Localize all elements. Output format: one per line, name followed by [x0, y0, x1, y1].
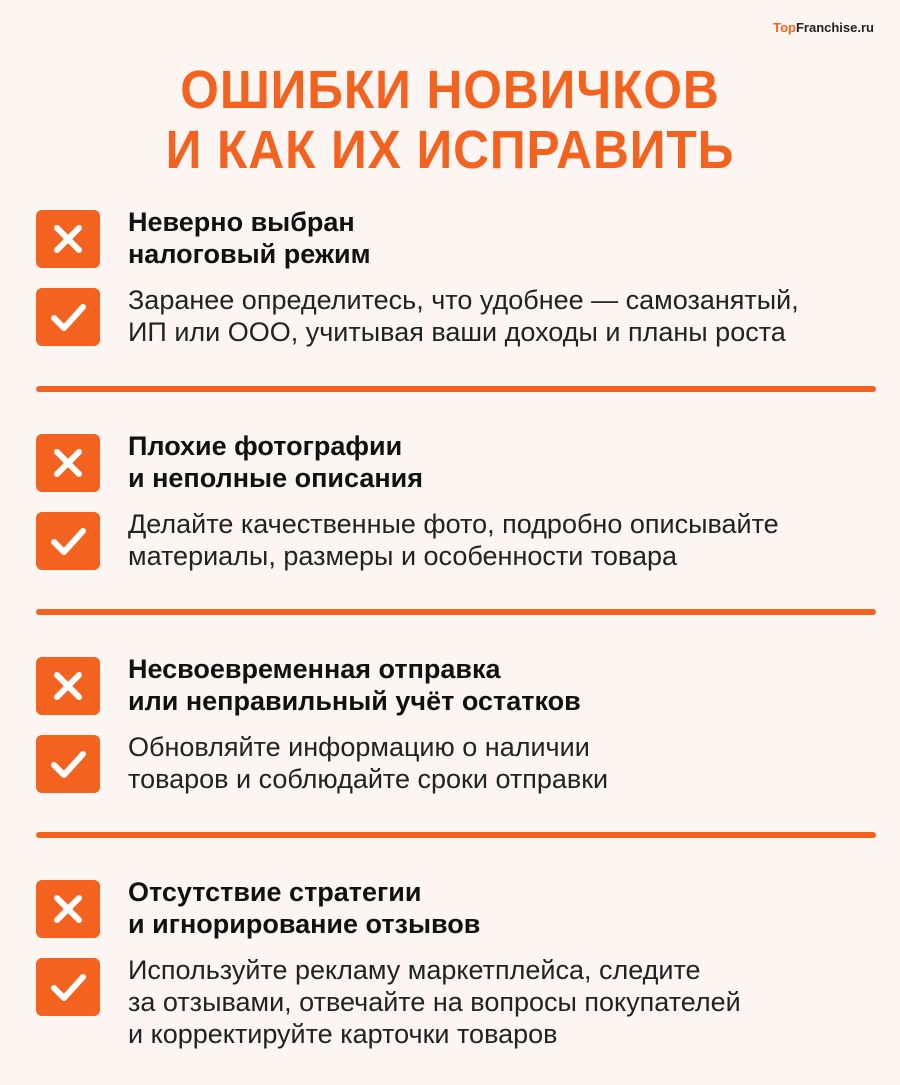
mistake-text — [128, 206, 868, 270]
mistake-line: Отсутствие стратегии — [128, 877, 422, 907]
mistake-line: налоговый режим — [128, 239, 371, 269]
check-icon — [36, 288, 100, 346]
fix-text — [128, 284, 868, 348]
fix-row — [36, 732, 876, 797]
check-icon — [36, 735, 100, 793]
fix-line: Обновляйте информацию о наличии — [128, 732, 590, 762]
cross-icon — [36, 880, 100, 938]
fix-line: и корректируйте карточки товаров — [128, 1019, 558, 1049]
fix-line: материалы, размеры и особенности товара — [128, 541, 678, 571]
mistake-row — [36, 207, 876, 272]
divider — [36, 386, 876, 392]
mistake-line: Несвоевременная отправка — [128, 654, 501, 684]
mistake-text — [128, 653, 868, 717]
check-icon — [36, 512, 100, 570]
title-line-1: ОШИБКИ НОВИЧКОВ — [180, 60, 720, 120]
mistake-line: Неверно выбран — [128, 207, 355, 237]
mistake-row — [36, 654, 876, 719]
check-icon — [36, 958, 100, 1016]
brand-accent: Top — [773, 20, 796, 35]
mistake-line: Плохие фотографии — [128, 431, 403, 461]
fix-row — [36, 509, 876, 574]
fix-line: Делайте качественные фото, подробно описывайте — [128, 509, 779, 539]
fix-line: ИП или ООО, учитывая ваши доходы и планы роста — [128, 317, 786, 347]
title-line-2: И КАК ИХ ИСПРАВИТЬ — [165, 120, 735, 180]
mistake-line: и игнорирование отзывов — [128, 909, 481, 939]
mistake-row — [36, 431, 876, 496]
fix-text — [128, 731, 868, 795]
section-4 — [36, 877, 876, 1049]
mistake-line: или неправильный учёт остатков — [128, 686, 581, 716]
section-1 — [36, 207, 876, 350]
fix-line: за отзывами, отвечайте на вопросы покупателей — [128, 987, 741, 1017]
fix-text — [128, 508, 868, 572]
fix-line: товаров и соблюдайте сроки отправки — [128, 764, 609, 794]
divider — [36, 832, 876, 838]
cross-icon — [36, 434, 100, 492]
fix-row — [36, 955, 876, 1049]
fix-line: Используйте рекламу маркетплейса, следите — [128, 955, 701, 985]
mistake-row — [36, 877, 876, 942]
section-3 — [36, 654, 876, 797]
mistake-line: и неполные описания — [128, 463, 424, 493]
fix-text — [128, 954, 868, 1050]
cross-icon — [36, 210, 100, 268]
fix-row — [36, 285, 876, 350]
page-title — [0, 60, 900, 180]
mistake-text — [128, 430, 868, 494]
brand-rest: Franchise.ru — [795, 20, 874, 35]
cross-icon — [36, 657, 100, 715]
fix-line: Заранее определитесь, что удобнее — самозанятый, — [128, 285, 799, 315]
mistake-text — [128, 876, 868, 940]
section-2 — [36, 431, 876, 574]
divider — [36, 609, 876, 615]
brand-logo — [773, 20, 874, 35]
